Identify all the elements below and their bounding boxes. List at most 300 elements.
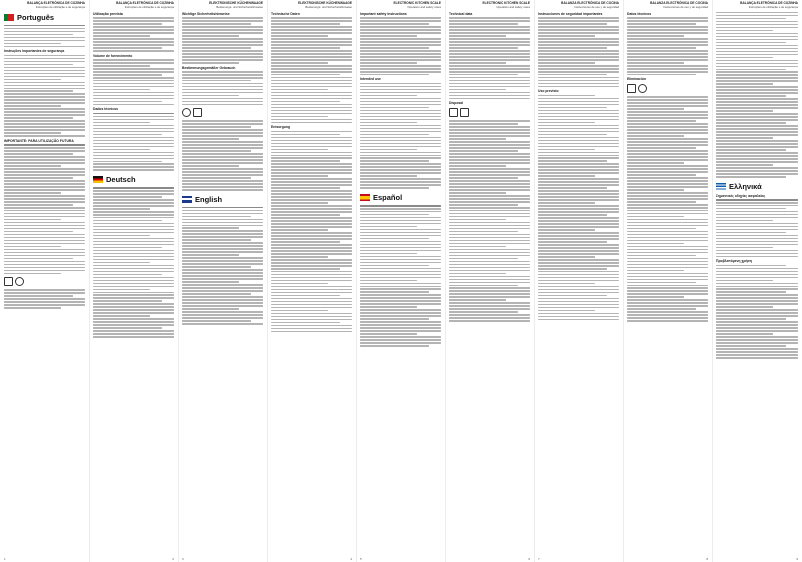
text-line — [271, 59, 352, 61]
text-line — [360, 214, 429, 216]
text-line — [360, 309, 441, 311]
page-number: 7 — [538, 557, 540, 561]
text-line — [182, 80, 251, 82]
text-line — [93, 199, 174, 201]
text-line — [716, 280, 773, 282]
text-line — [627, 32, 708, 34]
text-line — [538, 277, 619, 279]
text-line — [360, 116, 441, 118]
text-line — [360, 110, 441, 112]
text-line — [271, 193, 352, 195]
text-line — [93, 303, 174, 305]
text-line — [627, 234, 708, 236]
text-line — [4, 82, 85, 84]
text-line — [182, 263, 263, 265]
text-line — [182, 296, 263, 298]
text-line — [627, 204, 708, 206]
text-line — [4, 249, 85, 251]
page-number: 3 — [182, 557, 184, 561]
text-line — [93, 119, 174, 121]
text-line — [182, 269, 263, 271]
text-line — [4, 298, 85, 300]
text-line — [4, 34, 73, 36]
text-line — [716, 155, 798, 157]
text-line — [360, 268, 441, 270]
section-heading: Σημαντικές οδηγίες ασφαλείας — [716, 193, 766, 198]
text-line — [271, 241, 340, 243]
text-line — [4, 292, 85, 294]
text-line — [627, 38, 708, 40]
text-line — [4, 55, 85, 57]
text-line — [538, 244, 619, 246]
text-line — [716, 116, 798, 118]
text-line — [93, 146, 174, 148]
text-line — [538, 286, 619, 288]
text-line — [4, 204, 73, 206]
page-title: BALANZA ELECTRÓNICA DE COCINA — [561, 1, 619, 5]
text-line — [449, 207, 530, 209]
text-line — [627, 198, 708, 200]
text-line — [271, 107, 352, 109]
text-line — [182, 266, 251, 268]
text-line — [271, 178, 352, 180]
text-line — [4, 225, 85, 227]
text-line — [716, 57, 773, 59]
text-line — [4, 46, 85, 48]
text-line — [271, 155, 352, 157]
text-line — [360, 98, 441, 100]
text-line — [360, 155, 441, 157]
text-line — [93, 283, 174, 285]
text-line — [4, 177, 73, 179]
text-line — [449, 192, 506, 194]
text-line — [538, 152, 619, 154]
text-line — [93, 226, 174, 228]
text-line — [93, 300, 162, 302]
text-line — [360, 217, 441, 219]
text-line — [716, 95, 786, 97]
text-line — [271, 83, 352, 85]
text-line — [627, 120, 696, 122]
text-line — [360, 312, 441, 314]
page-subtitle: Instrucciones de uso y de seguridad — [574, 4, 619, 9]
text-line — [449, 249, 530, 251]
text-line — [538, 101, 619, 103]
text-line — [538, 169, 619, 171]
text-line — [182, 254, 239, 256]
text-line — [538, 298, 619, 300]
spain-flag-icon — [360, 194, 370, 201]
text-line — [716, 327, 798, 329]
text-line — [182, 278, 263, 280]
text-line — [627, 228, 696, 230]
text-line — [360, 283, 441, 285]
text-line — [716, 274, 798, 276]
text-line — [360, 244, 441, 246]
text-line — [271, 301, 352, 303]
text-line — [716, 51, 798, 53]
text-line — [716, 42, 786, 44]
text-line — [4, 37, 85, 39]
text-line — [182, 44, 263, 46]
text-line — [627, 117, 708, 119]
section-heading: Uso previsto — [538, 89, 559, 94]
text-line — [538, 86, 619, 88]
text-line — [4, 270, 85, 272]
text-line — [4, 198, 85, 200]
text-line — [182, 86, 263, 88]
text-line — [627, 308, 696, 310]
text-line — [182, 23, 251, 25]
text-line — [538, 193, 619, 195]
text-line — [93, 140, 174, 142]
text-line — [182, 302, 263, 304]
text-line — [627, 180, 708, 182]
text-line — [4, 165, 61, 167]
language-heading-de — [93, 175, 174, 184]
text-line — [449, 135, 530, 137]
page-title: BALANÇA ELETRÓNICA DE COZINHA — [740, 1, 798, 5]
text-line — [271, 229, 328, 231]
text-line — [627, 29, 708, 31]
text-line — [4, 90, 73, 92]
text-line — [449, 77, 530, 79]
text-line — [271, 134, 340, 136]
text-line — [4, 168, 85, 170]
column-6 — [445, 0, 534, 562]
text-line — [93, 318, 174, 320]
text-line — [627, 231, 708, 233]
text-line — [449, 216, 530, 218]
text-line — [716, 74, 798, 76]
section-heading: Utilização prevista — [93, 11, 123, 16]
text-line — [271, 256, 328, 258]
text-line — [449, 62, 506, 64]
text-line — [538, 35, 595, 37]
text-line — [716, 256, 798, 258]
text-line — [716, 149, 786, 151]
text-line — [271, 172, 352, 174]
text-line — [538, 172, 619, 174]
text-line — [538, 223, 619, 225]
text-line — [182, 210, 263, 212]
text-line — [271, 292, 352, 294]
text-line — [4, 73, 85, 75]
text-line — [716, 15, 798, 17]
text-line — [93, 161, 162, 163]
text-line — [93, 309, 174, 311]
text-line — [271, 143, 352, 145]
text-line — [538, 271, 619, 273]
text-line — [627, 59, 708, 61]
text-line — [93, 101, 162, 103]
text-line — [627, 299, 708, 301]
text-line — [449, 267, 530, 269]
text-line — [627, 189, 684, 191]
text-line — [716, 36, 798, 38]
text-line — [449, 171, 530, 173]
text-line — [4, 189, 85, 191]
text-line — [449, 305, 530, 307]
text-line — [4, 135, 85, 137]
text-line — [93, 68, 174, 70]
text-line — [449, 86, 530, 88]
text-line — [627, 207, 708, 209]
text-line — [716, 318, 786, 320]
text-line — [538, 217, 619, 219]
text-line — [182, 281, 239, 283]
text-line — [360, 107, 429, 109]
text-line — [716, 351, 798, 353]
text-line — [716, 39, 798, 41]
text-line — [4, 222, 85, 224]
text-line — [271, 92, 352, 94]
text-line — [360, 163, 441, 165]
text-line — [182, 251, 263, 253]
text-line — [271, 319, 352, 321]
text-line — [716, 241, 798, 243]
text-line — [716, 208, 786, 210]
text-line — [360, 256, 441, 258]
text-line — [4, 40, 85, 42]
text-line — [449, 138, 506, 140]
text-line — [4, 79, 61, 81]
text-line — [716, 128, 798, 130]
text-line — [93, 116, 174, 118]
text-line — [93, 89, 150, 91]
text-line — [93, 223, 174, 225]
page-subtitle: Instruções de utilização e de segurança — [35, 4, 85, 9]
text-line — [538, 155, 619, 157]
text-line — [182, 123, 263, 125]
text-line — [716, 348, 798, 350]
text-line — [4, 207, 85, 209]
text-line — [716, 199, 798, 201]
text-line — [716, 333, 773, 335]
text-line — [360, 208, 441, 210]
text-line — [93, 294, 174, 296]
section-heading: Datos técnicos — [627, 11, 652, 16]
text-line — [4, 234, 85, 236]
text-line — [4, 267, 85, 269]
text-line — [182, 219, 263, 221]
text-line — [182, 248, 263, 250]
text-line — [182, 129, 263, 131]
text-line — [627, 201, 696, 203]
text-line — [449, 126, 530, 128]
text-line — [627, 270, 684, 272]
text-line — [93, 38, 174, 40]
text-line — [271, 146, 352, 148]
text-line — [627, 141, 708, 143]
text-line — [182, 168, 263, 170]
text-line — [93, 214, 174, 216]
text-line — [182, 189, 263, 191]
text-line — [716, 18, 786, 20]
text-line — [627, 177, 708, 179]
text-line — [182, 227, 239, 229]
text-line — [716, 45, 798, 47]
text-line — [271, 250, 352, 252]
text-line — [360, 238, 429, 240]
text-line — [271, 310, 328, 312]
text-line — [538, 229, 595, 231]
text-line — [182, 177, 251, 179]
text-line — [716, 12, 798, 14]
text-line — [93, 211, 174, 213]
text-line — [360, 157, 441, 159]
text-line — [182, 41, 263, 43]
text-line — [360, 297, 441, 299]
text-line — [538, 44, 619, 46]
text-line — [182, 135, 263, 137]
text-line — [449, 270, 530, 272]
text-line — [538, 32, 619, 34]
text-line — [449, 17, 530, 19]
text-line — [716, 54, 798, 56]
page-subtitle: Instruções de utilização e de segurança — [124, 4, 174, 9]
text-line — [716, 164, 773, 166]
text-line — [4, 150, 85, 152]
text-line — [271, 175, 328, 177]
language-heading-es — [360, 193, 441, 202]
text-line — [538, 235, 619, 237]
text-line — [271, 331, 352, 333]
text-line — [449, 204, 518, 206]
text-line — [538, 226, 619, 228]
text-line — [627, 267, 708, 269]
page-subtitle: Instrucciones de uso y de seguridad — [663, 4, 708, 9]
text-line — [271, 71, 352, 73]
text-line — [271, 140, 352, 142]
text-line — [449, 186, 530, 188]
text-line — [182, 272, 263, 274]
text-line — [93, 32, 174, 34]
text-line — [449, 56, 530, 58]
text-line — [271, 35, 328, 37]
text-line — [4, 64, 73, 66]
text-line — [627, 273, 708, 275]
text-line — [360, 152, 441, 154]
text-line — [538, 220, 619, 222]
text-line — [449, 225, 530, 227]
text-line — [271, 116, 328, 118]
text-line — [4, 231, 73, 233]
page-title: BALANÇA ELETRÓNICA DE COZINHA — [27, 1, 85, 5]
text-line — [360, 23, 429, 25]
text-line — [93, 122, 150, 124]
text-line — [360, 92, 441, 94]
text-line — [627, 290, 708, 292]
text-line — [716, 309, 798, 311]
text-line — [716, 143, 798, 145]
text-line — [182, 98, 263, 100]
text-line — [360, 336, 441, 338]
text-line — [93, 312, 174, 314]
text-line — [449, 317, 530, 319]
text-line — [182, 104, 263, 106]
text-line — [93, 330, 174, 332]
text-line — [627, 41, 708, 43]
text-line — [716, 220, 773, 222]
text-line — [93, 327, 162, 329]
column-8 — [623, 0, 712, 562]
page-title: ELECTRONIC KITCHEN SCALE — [482, 1, 530, 5]
text-line — [627, 153, 708, 155]
text-line — [716, 30, 773, 32]
text-line — [271, 208, 352, 210]
text-line — [93, 277, 174, 279]
text-line — [627, 156, 708, 158]
text-line — [538, 38, 619, 40]
text-line — [449, 38, 530, 40]
language-heading-pt — [4, 13, 85, 22]
text-line — [360, 35, 417, 37]
text-line — [716, 113, 798, 115]
text-line — [360, 89, 441, 91]
text-line — [627, 123, 708, 125]
text-line — [538, 131, 619, 133]
page-number: 6 — [528, 557, 530, 561]
text-line — [360, 59, 441, 61]
text-line — [271, 74, 340, 76]
text-line — [360, 291, 429, 293]
text-line — [360, 146, 441, 148]
text-line — [360, 172, 441, 174]
text-line — [627, 261, 708, 263]
text-line — [538, 304, 619, 306]
text-line — [360, 137, 441, 139]
section-heading: Important safety instructions — [360, 11, 407, 16]
text-line — [360, 134, 429, 136]
text-line — [716, 104, 798, 106]
text-line — [4, 171, 85, 173]
text-line — [538, 256, 595, 258]
text-line — [627, 47, 696, 49]
text-line — [360, 65, 441, 67]
ce-mark-icon — [182, 108, 191, 117]
text-line — [4, 201, 85, 203]
text-line — [4, 228, 85, 230]
text-line — [627, 56, 708, 58]
text-line — [449, 183, 530, 185]
text-line — [538, 178, 619, 180]
text-line — [271, 271, 352, 273]
text-line — [93, 315, 150, 317]
text-line — [716, 176, 786, 178]
column-5 — [356, 0, 445, 562]
text-line — [271, 101, 340, 103]
text-line — [360, 280, 417, 282]
text-line — [93, 220, 162, 222]
text-line — [449, 243, 530, 245]
text-line — [271, 149, 328, 151]
text-line — [360, 324, 441, 326]
text-line — [4, 88, 85, 90]
text-line — [271, 65, 352, 67]
text-line — [182, 50, 263, 52]
text-line — [182, 26, 263, 28]
text-line — [716, 342, 798, 344]
text-line — [627, 258, 708, 260]
text-line — [360, 274, 441, 276]
text-line — [93, 17, 174, 19]
text-line — [360, 333, 417, 335]
page-subtitle: Bedienungs- und Sicherheitshinweise — [216, 4, 263, 9]
text-line — [627, 276, 708, 278]
text-line — [716, 315, 798, 317]
text-line — [360, 166, 441, 168]
